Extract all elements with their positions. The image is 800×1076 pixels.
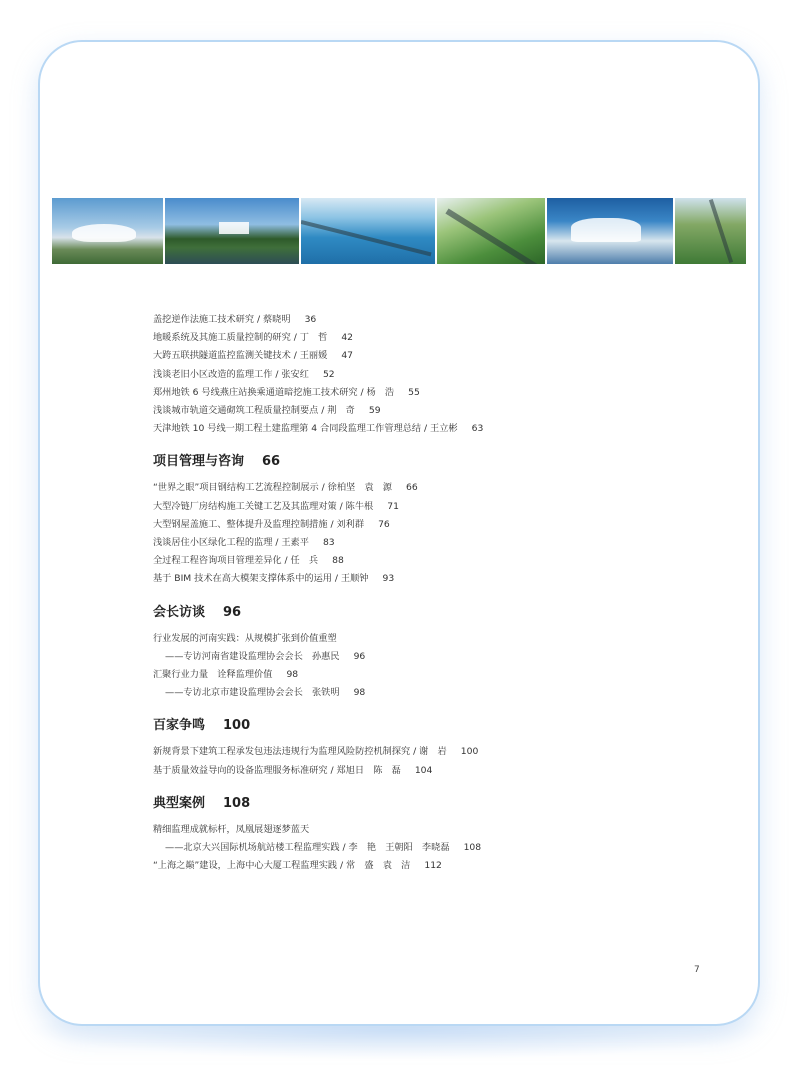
photo-mountain-road xyxy=(675,198,746,264)
entry-page: 93 xyxy=(382,573,395,585)
entry-title: 天津地铁 10 号线一期工程土建监理第 4 合同段监理工作管理总结 / 王立彬 xyxy=(153,423,458,435)
section-page: 96 xyxy=(223,604,242,620)
toc-entry[interactable] xyxy=(153,857,733,875)
toc-entry[interactable] xyxy=(153,479,733,497)
page-number: 7 xyxy=(694,965,700,975)
entry-title: ——专访北京市建设监理协会会长 张铁明 xyxy=(165,687,340,699)
entry-page: 100 xyxy=(460,746,479,758)
entry-page: 108 xyxy=(463,842,482,854)
table-of-contents xyxy=(153,311,733,875)
toc-entry[interactable] xyxy=(153,311,733,329)
toc-subentry[interactable] xyxy=(153,648,733,666)
entry-page: 83 xyxy=(322,537,335,549)
photo-river-bridge xyxy=(301,198,435,264)
entry-page: 96 xyxy=(353,650,366,662)
section-heading[interactable] xyxy=(153,452,733,472)
entry-page: 76 xyxy=(378,518,390,530)
entry-page: 104 xyxy=(414,764,433,776)
entry-page: 98 xyxy=(353,687,366,699)
section-heading[interactable] xyxy=(153,716,733,736)
toc-entry[interactable] xyxy=(153,366,733,384)
section-page: 66 xyxy=(262,454,281,470)
entry-page: 112 xyxy=(424,860,442,872)
entry-page: 98 xyxy=(286,669,299,681)
section-heading[interactable] xyxy=(153,794,733,814)
entry-title: 行业发展的河南实践：从规模扩张到价值重塑 xyxy=(153,632,337,644)
toc-subentry[interactable] xyxy=(153,839,733,857)
section-heading[interactable] xyxy=(153,603,733,623)
entry-title: 基于 BIM 技术在高大模架支撑体系中的运用 / 王顺钟 xyxy=(153,573,369,585)
toc-entry[interactable] xyxy=(153,570,733,588)
entry-title: 大型冷链厂房结构施工关键工艺及其监理对策 / 陈牛根 xyxy=(153,500,374,512)
toc-entry[interactable] xyxy=(153,498,733,516)
entry-page: 71 xyxy=(387,500,399,512)
entry-page: 88 xyxy=(332,555,344,567)
toc-entry[interactable] xyxy=(153,329,733,347)
entry-title: 精细监理成就标杆，凤凰展翅逐梦蓝天 xyxy=(153,823,310,835)
toc-entry[interactable] xyxy=(153,402,733,420)
section-page: 100 xyxy=(223,718,251,734)
entry-title: 浅谈老旧小区改造的监理工作 / 张安红 xyxy=(153,368,309,380)
entry-page: 63 xyxy=(471,423,484,435)
toc-entry[interactable] xyxy=(153,630,733,648)
photo-waterfront-complex xyxy=(547,198,673,264)
entry-title: 汇聚行业力量 诠释监理价值 xyxy=(153,669,273,681)
document-page xyxy=(38,40,760,1026)
toc-entry[interactable] xyxy=(153,762,733,780)
entry-title: 基于质量效益导向的设备监理服务标准研究 / 郑旭日 陈 磊 xyxy=(153,764,401,776)
toc-entry[interactable] xyxy=(153,821,733,839)
toc-entry[interactable] xyxy=(153,347,733,365)
entry-title: 地暖系统及其施工质量控制的研究 / 丁 哲 xyxy=(153,332,328,344)
entry-title: 浅谈居住小区绿化工程的监理 / 王素平 xyxy=(153,537,309,549)
entry-title: 盖挖逆作法施工技术研究 / 蔡晓明 xyxy=(153,314,291,325)
section-page: 108 xyxy=(223,795,251,811)
entry-title: 浅谈城市轨道交通砌筑工程质量控制要点 / 荆 奇 xyxy=(153,405,355,417)
entry-page: 55 xyxy=(408,386,420,398)
section-title: 百家争鸣 xyxy=(153,718,206,734)
photo-stadium xyxy=(52,198,163,264)
toc-entry[interactable] xyxy=(153,420,733,438)
entry-page: 59 xyxy=(368,405,381,417)
photo-lakeside-building xyxy=(165,198,299,264)
entry-title: 新规背景下建筑工程承发包违法违规行为监理风险防控机制探究 / 谢 岩 xyxy=(153,746,447,758)
toc-entry[interactable] xyxy=(153,384,733,402)
section-title: 项目管理与咨询 xyxy=(153,454,245,470)
entry-title: 大型钢屋盖施工、整体提升及监理控制措施 / 刘利群 xyxy=(153,518,365,530)
entry-page: 42 xyxy=(341,332,354,344)
entry-page: 66 xyxy=(405,482,418,494)
entry-title: ——专访河南省建设监理协会会长 孙惠民 xyxy=(165,650,340,662)
entry-title: “世界之眼”项目钢结构工艺流程控制展示 / 徐柏坚 袁 源 xyxy=(153,482,392,494)
photo-highway xyxy=(437,198,545,264)
toc-entry[interactable] xyxy=(153,666,733,684)
section-title: 典型案例 xyxy=(153,795,206,811)
entry-title: 郑州地铁 6 号线燕庄站换乘通道暗挖施工技术研究 / 杨 浩 xyxy=(153,386,395,398)
toc-entry[interactable] xyxy=(153,552,733,570)
entry-title: ——北京大兴国际机场航站楼工程监理实践 / 李 艳 王朝阳 李晓磊 xyxy=(165,842,450,854)
photo-strip xyxy=(52,198,746,264)
entry-title: 大跨五联拱隧道监控监测关键技术 / 王丽媛 xyxy=(153,350,328,362)
toc-subentry[interactable] xyxy=(153,684,733,702)
entry-page: 47 xyxy=(341,350,354,362)
toc-entry[interactable] xyxy=(153,743,733,761)
entry-page: 36 xyxy=(304,314,317,325)
entry-title: 全过程工程咨询项目管理差异化 / 任 兵 xyxy=(153,555,319,567)
toc-entry[interactable] xyxy=(153,534,733,552)
section-title: 会长访谈 xyxy=(153,604,206,620)
toc-entry[interactable] xyxy=(153,516,733,534)
entry-title: “上海之巅”建设，上海中心大厦工程监理实践 / 常 盛 袁 洁 xyxy=(153,860,411,872)
entry-page: 52 xyxy=(322,368,335,380)
